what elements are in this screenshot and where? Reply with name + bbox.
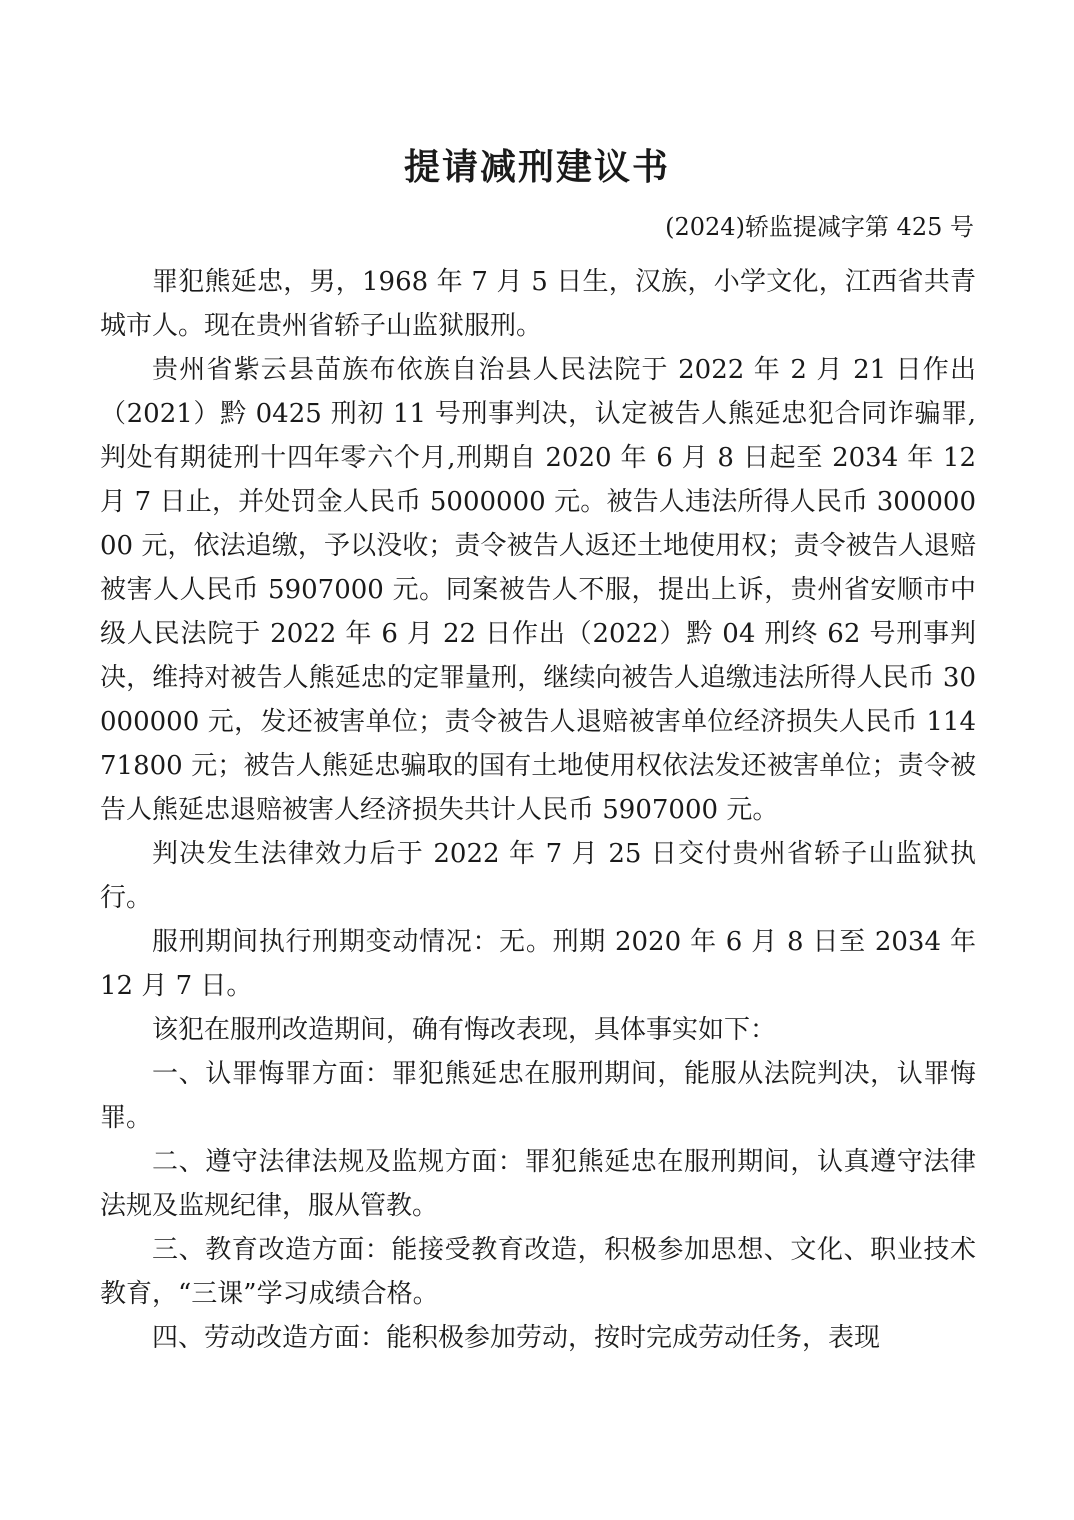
document-body — [100, 260, 976, 1360]
document-title: 提请减刑建议书 — [403, 147, 670, 188]
paragraph-facts-intro: 该犯在服刑改造期间，确有悔改表现，具体事实如下： — [152, 1015, 777, 1045]
paragraph-discipline: 二、遵守法律法规及监规方面：罪犯熊延忠在服刑期间，认真遵守法律法规及监规纪律，服从管教。 — [100, 1147, 976, 1221]
document-number: (2024)轿监提减字第 425 号 — [665, 213, 974, 241]
paragraph-judgment: 贵州省紫云县苗族布依族自治县人民法院于 2022 年 2 月 21 日作出（2021）黔 0425 刑初 11 号刑事判决，认定被告人熊延忠犯合同诈骗罪,判处有期徒刑十四年零六个月,刑期自 2020 年 6 月 8 日起至 2034 年 12 月 7 日止，并处罚金人民币 5000000 元。被告人违法所得人民币 30000000 元，依法追缴，予以没收；责令被告人返还土地使用权；责令被告人退赔被害人人民币 5907000 元。同案被告人不服，提出上诉，贵州省安顺市中级人民法院于 2022 年 6 月 22 日作出（2022）黔 04 刑终 62 号刑事判决，维持对被告人熊延忠的定罪量刑，继续向被告人追缴违法所得人民币 30000000 元，发还被害单位；责令被告人退赔被害单位经济损失人民币 11471800 元；被告人熊延忠骗取的国有土地使用权依法发还被害单位；责令被告人熊延忠退赔被害人经济损失共计人民币 5907000 元。 — [100, 355, 976, 825]
paragraph-education: 三、教育改造方面：能接受教育改造，积极参加思想、文化、职业技术教育，“三课”学习成绩合格。 — [100, 1235, 976, 1309]
paragraph-execution: 判决发生法律效力后于 2022 年 7 月 25 日交付贵州省轿子山监狱执行。 — [100, 839, 976, 913]
paragraph-labor: 四、劳动改造方面：能积极参加劳动，按时完成劳动任务，表现 — [152, 1323, 881, 1353]
paragraph-term-change: 服刑期间执行刑期变动情况：无。刑期 2020 年 6 月 8 日至 2034 年 12 月 7 日。 — [100, 927, 976, 1001]
paragraph-criminal-info: 罪犯熊延忠，男，1968 年 7 月 5 日生，汉族，小学文化，江西省共青城市人。现在贵州省轿子山监狱服刑。 — [100, 267, 976, 341]
paragraph-repentance: 一、认罪悔罪方面：罪犯熊延忠在服刑期间，能服从法院判决，认罪悔罪。 — [100, 1059, 976, 1133]
